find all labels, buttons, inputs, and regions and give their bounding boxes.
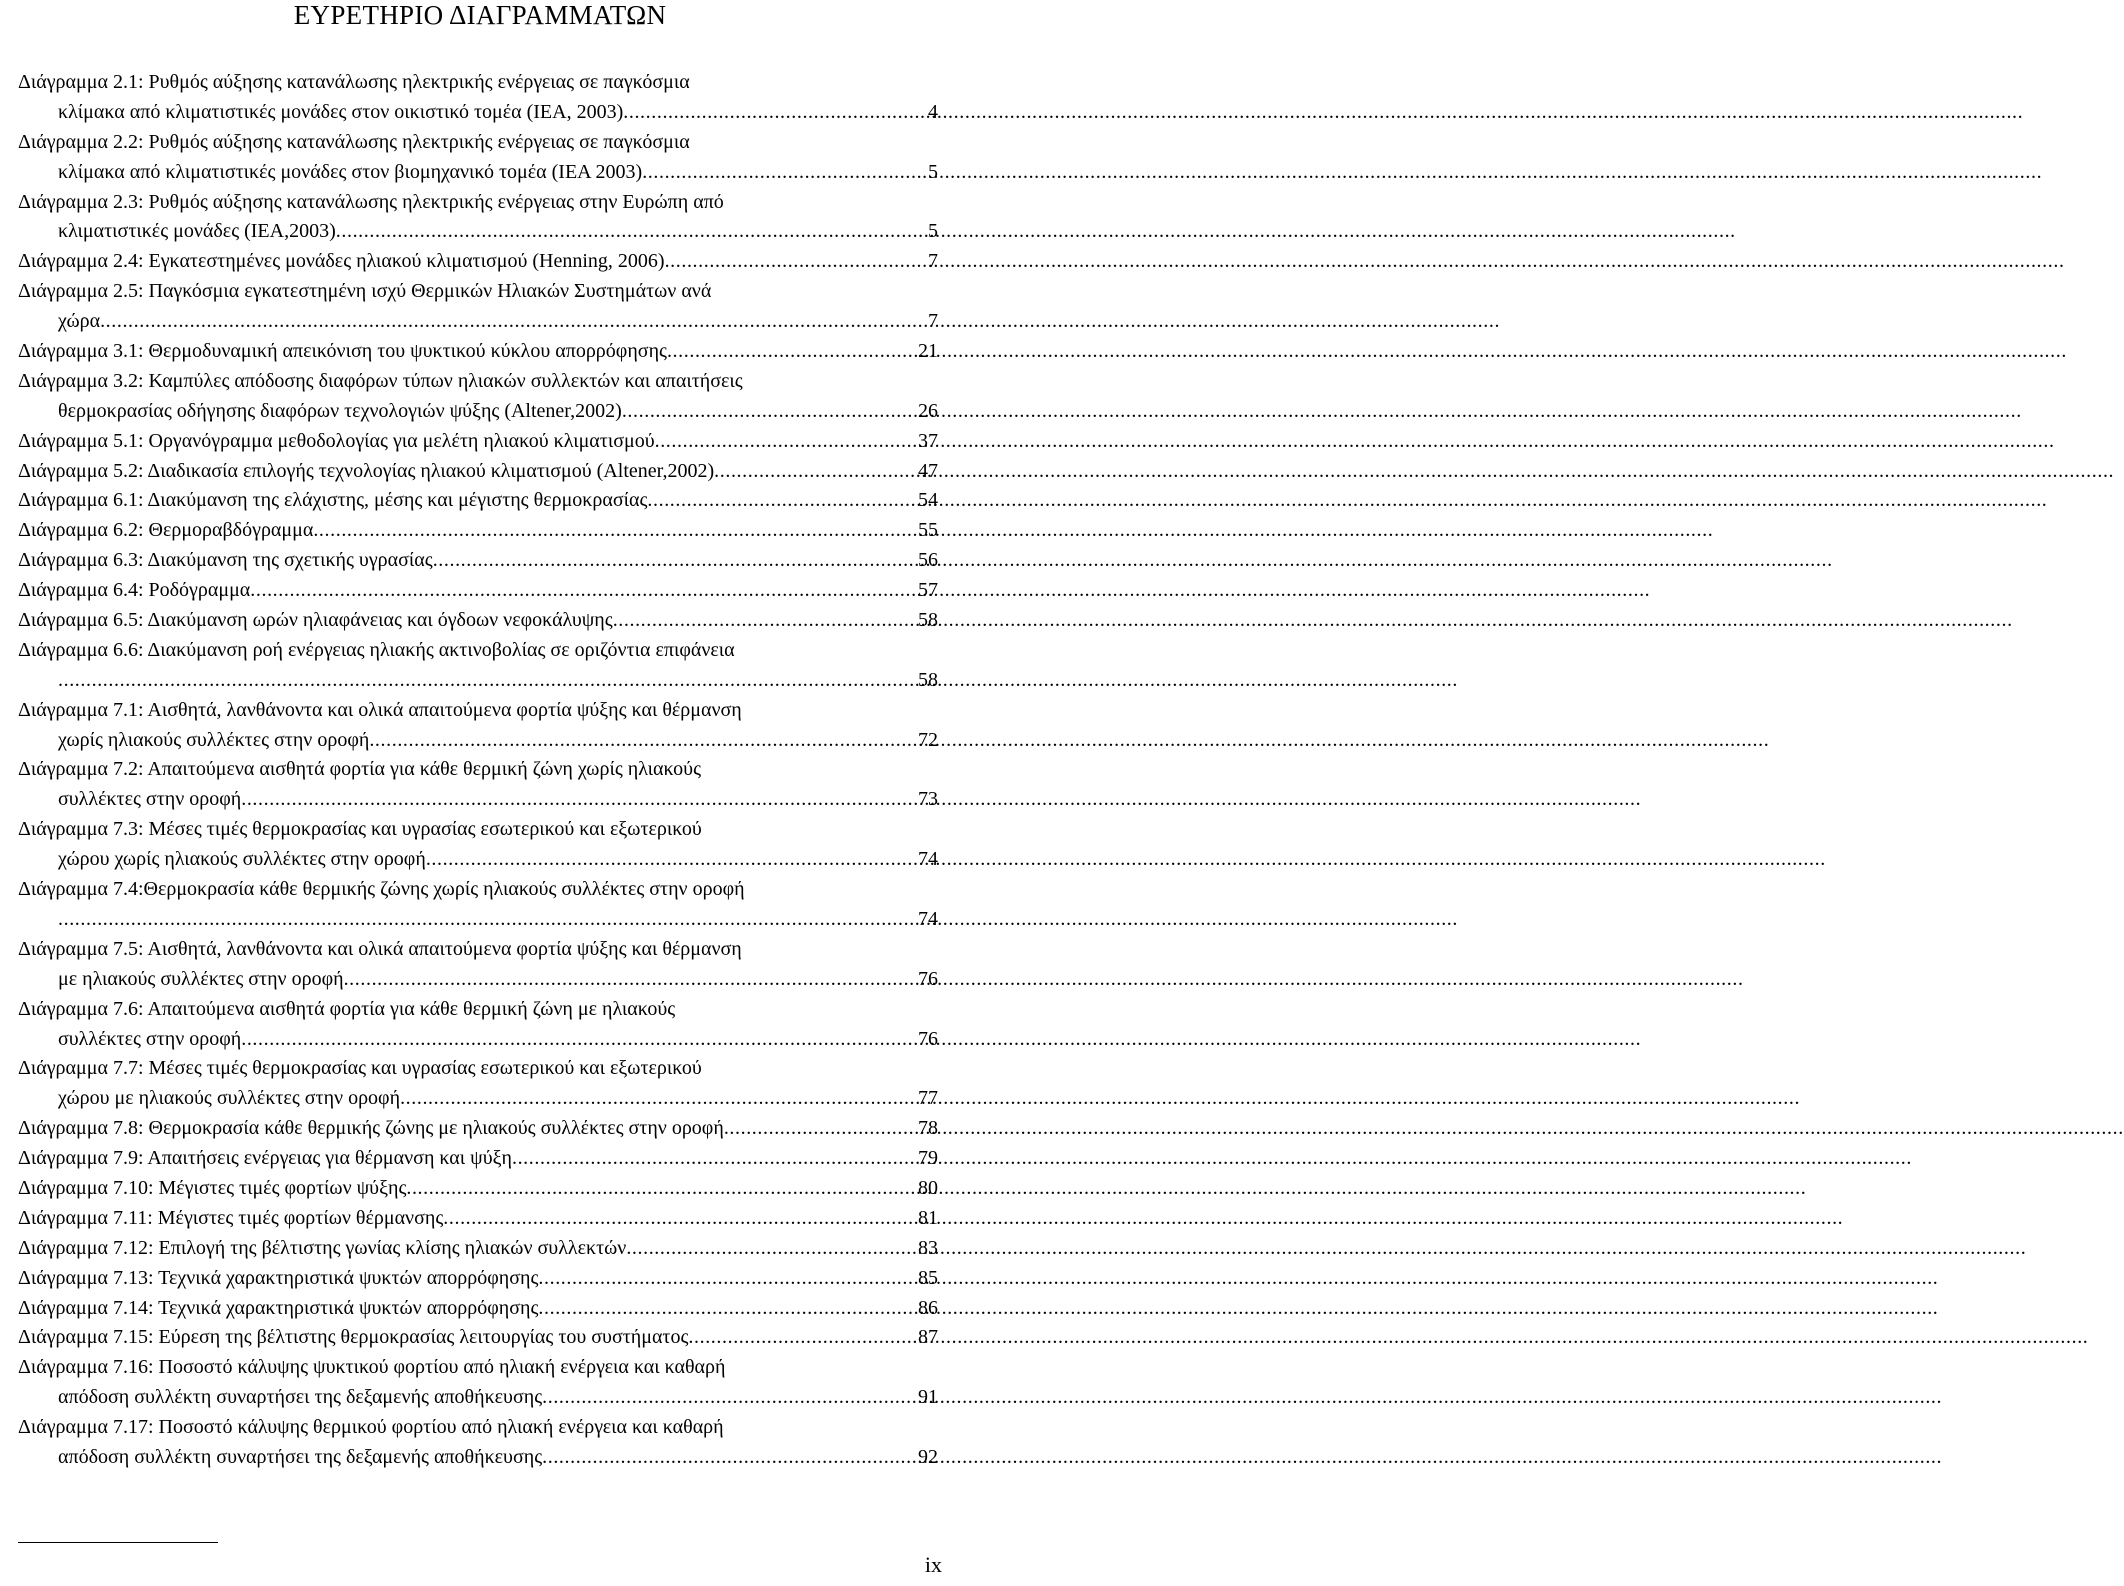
toc-entry-text: Διάγραμμα 7.2: Απαιτούμενα αισθητά φορτία για κάθε θερμική ζώνη χωρίς ηλιακούς [18,758,701,781]
toc-entry-continuation-line [18,158,938,188]
toc-entry-text: Διάγραμμα 7.5: Αισθητά, λανθάνοντα και ολικά απαιτούμενα φορτία ψύξης και θέρμανση [18,937,742,960]
toc-entry-first-line [18,606,938,636]
toc-entry[interactable] [18,337,938,367]
toc-entry[interactable] [18,576,938,606]
toc-entry-text: Διάγραμμα 2.5: Παγκόσμια εγκατεστημένη ισχύ Θερμικών Ηλιακών Συστημάτων ανά [18,280,712,303]
toc-entry-page-number: 79 [918,1147,938,1170]
toc-entry-first-line [18,1174,938,1204]
toc-entry-text: χώρα [58,310,101,333]
toc-entry-text: Διάγραμμα 7.13: Τεχνικά χαρακτηριστικά ψυκτών απορρόφησης [18,1266,539,1289]
toc-entry-page-number: 76 [918,1027,938,1050]
toc-entry-text: Διάγραμμα 6.2: Θερμοραβδόγραμμα [18,519,314,542]
toc-entry-page-number: 74 [918,907,938,930]
toc-entry-text: απόδοση συλλέκτη συναρτήσει της δεξαμενής αποθήκευσης [58,1386,543,1409]
toc-entry-continuation-line [18,845,938,875]
toc-entry-text: Διάγραμμα 7.3: Μέσες τιμές θερμοκρασίας και υγρασίας εσωτερικού και εξωτερικού [18,818,702,841]
toc-entry-first-line [18,1204,938,1234]
toc-entry-page-number: 91 [918,1386,938,1409]
toc-entry[interactable] [18,935,938,995]
toc-entry-page-number: 77 [918,1087,938,1110]
toc-entry-text: Διάγραμμα 7.11: Μέγιστες τιμές φορτίων θέρμανσης [18,1206,444,1229]
toc-entry-first-line [18,277,938,307]
toc-entry-page-number: 78 [918,1117,938,1140]
toc-entry-first-line [18,935,938,965]
toc-entry-page-number: 26 [918,399,938,422]
toc-entry-text: συλλέκτες στην οροφή [58,1027,242,1050]
toc-entry[interactable] [18,367,938,427]
toc-entry-text: Διάγραμμα 7.9: Απαιτήσεις ενέργειας για θέρμανση και ψύξη [18,1147,512,1170]
toc-entry-text: Διάγραμμα 7.16: Ποσοστό κάλυψης ψυκτικού φορτίου από ηλιακή ενέργεια και καθαρή [18,1356,726,1379]
toc-entry-first-line [18,875,938,905]
toc-entry[interactable] [18,1174,938,1204]
toc-entry[interactable] [18,1234,938,1264]
toc-entry-text: Διάγραμμα 7.15: Εύρεση της βέλτιστης θερμοκρασίας λειτουργίας του συστήματος [18,1326,689,1349]
toc-entry-continuation-line [18,1025,938,1055]
toc-entry-page-number: 58 [918,668,938,691]
toc-entry-text: Διάγραμμα 7.7: Μέσες τιμές θερμοκρασίας και υγρασίας εσωτερικού και εξωτερικού [18,1057,702,1080]
toc-entry-first-line [18,1294,938,1324]
toc-entry-first-line [18,247,938,277]
toc-entry[interactable] [18,188,938,248]
toc-entry[interactable] [18,1054,938,1114]
toc-entry-text: χωρίς ηλιακούς συλλέκτες στην οροφή [58,728,370,751]
toc-entry[interactable] [18,1323,938,1353]
toc-entry-text: Διάγραμμα 3.2: Καμπύλες απόδοσης διαφόρων τύπων ηλιακών συλλεκτών και απαιτήσεις [18,369,743,392]
toc-entry-text: Διάγραμμα 7.1: Αισθητά, λανθάνοντα και ολικά απαιτούμενα φορτία ψύξης και θέρμανση [18,698,742,721]
dot-leader [313,516,916,546]
dot-leader [344,965,916,995]
toc-entry-text: Διάγραμμα 2.1: Ρυθμός αύξησης κατανάλωσης ηλεκτρικής ενέργειας σε παγκόσμια [18,71,690,93]
toc-entry[interactable] [18,1114,938,1144]
toc-entry-page-number: 5 [928,220,938,243]
toc-entry-text: Διάγραμμα 7.10: Μέγιστες τιμές φορτίων ψύξης [18,1176,407,1199]
toc-entry-text: Διάγραμμα 6.6: Διακύμανση ροή ενέργειας ηλιακής ακτινοβολίας σε οριζόντια επιφάνεια [18,638,735,661]
dot-leader [623,98,926,128]
toc-entry-page-number: 76 [918,967,938,990]
toc-entry-continuation-line [18,905,938,935]
dot-leader [688,1323,916,1353]
dot-leader [542,1443,916,1473]
toc-entry[interactable] [18,546,938,576]
dot-leader [667,337,916,367]
toc-entry-continuation-line [18,217,938,247]
toc-entry-continuation-line [18,965,938,995]
toc-entry-page-number: 74 [918,848,938,871]
toc-entry-continuation-line [18,666,938,696]
dot-leader [100,307,926,337]
dot-leader [665,247,926,277]
toc-entry-text: Διάγραμμα 5.1: Οργανόγραμμα μεθοδολογίας για μελέτη ηλιακού κλιματισμού [18,429,655,452]
toc-entry[interactable] [18,457,938,487]
toc-entry-first-line [18,1234,938,1264]
toc-entry-page-number: 56 [918,549,938,572]
toc-entry-continuation-line [18,307,938,337]
toc-entry-page-number: 86 [918,1296,938,1319]
toc-entry-text: Διάγραμμα 6.5: Διακύμανση ωρών ηλιαφάνειας και όγδοων νεφοκάλυψης [18,609,613,632]
toc-entry[interactable] [18,516,938,546]
toc-entry-text: απόδοση συλλέκτη συναρτήσει της δεξαμενής αποθήκευσης [58,1445,543,1468]
toc-entry-text: Διάγραμμα 5.2: Διαδικασία επιλογής τεχνολογίας ηλιακού κλιματισμού (Altener,2002) [18,459,715,482]
dot-leader [655,427,916,457]
toc-entry[interactable] [18,1294,938,1324]
dot-leader [369,726,916,756]
dot-leader [241,1025,916,1055]
dot-leader [426,845,916,875]
dot-leader [433,546,916,576]
toc-entry[interactable] [18,277,938,337]
toc-entry[interactable] [18,128,938,188]
toc-entry-first-line [18,815,938,845]
toc-entry-text: κλίμακα από κλιματιστικές μονάδες στον βιομηχανικό τομέα (IEA 2003) [58,160,643,183]
toc-entry-first-line [18,457,938,487]
toc-entry-first-line [18,546,938,576]
toc-entry[interactable] [18,247,938,277]
dot-leader [58,666,916,696]
toc-entry-page-number: 92 [918,1445,938,1468]
toc-entry[interactable] [18,696,938,756]
toc-entry-text: Διάγραμμα 7.4:Θερμοκρασία κάθε θερμικής ζώνης χωρίς ηλιακούς συλλέκτες στην οροφή [18,878,745,901]
dot-leader [538,1264,916,1294]
page-title: ΕΥΡΕΤΗΡΙΟ ΔΙΑΓΡΑΜΜΑΤΩΝ [293,0,667,30]
toc-entry-continuation-line [18,98,938,128]
toc-entry-text: Διάγραμμα 3.1: Θερμοδυναμική απεικόνιση του ψυκτικού κύκλου απορρόφησης [18,340,667,363]
dot-leader [622,397,916,427]
toc-entry-first-line [18,1353,938,1383]
toc-entry-text: κλιματιστικές μονάδες (IEA,2003) [58,220,336,243]
toc-entry[interactable] [18,68,938,128]
toc-entry-continuation-line [18,726,938,756]
toc-entry-first-line [18,1264,938,1294]
toc-entry-first-line [18,696,938,726]
toc-entry-page-number: 5 [928,160,938,183]
toc-entry-page-number: 87 [918,1326,938,1349]
toc-entry-page-number: 80 [918,1176,938,1199]
toc-entry-first-line [18,1114,938,1144]
toc-entry-first-line [18,188,938,218]
toc-entry[interactable] [18,1264,938,1294]
toc-entry-text: Διάγραμμα 7.17: Ποσοστό κάλυψης θερμικού φορτίου από ηλιακή ενέργεια και καθαρή [18,1416,724,1439]
toc-entry-first-line [18,576,938,606]
toc-entry[interactable] [18,1353,938,1413]
toc-entry-page-number: 57 [918,579,938,602]
toc-entry-text: Διάγραμμα 6.1: Διακύμανση της ελάχιστης, μέσης και μέγιστης θερμοκρασίας [18,489,648,512]
toc-entry-page-number: 4 [928,100,938,123]
toc-entry[interactable] [18,636,938,696]
toc-entry-page-number: 73 [918,788,938,811]
toc-entry-text: Διάγραμμα 7.14: Τεχνικά χαρακτηριστικά ψυκτών απορρόφησης [18,1296,539,1319]
dot-leader [542,1383,916,1413]
toc-entry[interactable] [18,1204,938,1234]
toc-entry-continuation-line [18,1443,938,1473]
toc-entry-text: χώρου με ηλιακούς συλλέκτες στην οροφή [58,1087,401,1110]
toc-entry-text: Διάγραμμα 7.6: Απαιτούμενα αισθητά φορτία για κάθε θερμική ζώνη με ηλιακούς [18,997,676,1020]
toc-entry[interactable] [18,995,938,1055]
toc-entry[interactable] [18,427,938,457]
toc-entry-text: θερμοκρασίας οδήγησης διαφόρων τεχνολογιών ψύξης (Altener,2002) [58,399,622,422]
toc-entry-continuation-line [18,1383,938,1413]
dot-leader [613,606,916,636]
toc-entry-text: κλίμακα από κλιματιστικές μονάδες στον οικιστικό τομέα (IEA, 2003) [58,100,624,123]
dot-leader [336,217,926,247]
toc-entry-page-number: 81 [918,1206,938,1229]
toc-entry-first-line [18,337,938,367]
dot-leader [538,1294,916,1324]
dot-leader [400,1084,916,1114]
toc-entry-text: με ηλιακούς συλλέκτες στην οροφή [58,967,344,990]
toc-entry-text: συλλέκτες στην οροφή [58,788,242,811]
toc-entry-first-line [18,128,938,158]
toc-entry-first-line [18,1144,938,1174]
toc-entry-page-number: 54 [918,489,938,512]
toc-entry-page-number: 21 [918,340,938,363]
toc-entry-first-line [18,755,938,785]
dot-leader [58,905,916,935]
dot-leader [724,1114,916,1144]
toc-entry-page-number: 58 [918,609,938,632]
toc-entry[interactable] [18,815,938,875]
footer-divider [18,1542,218,1543]
toc-entry-page-number: 47 [918,459,938,482]
toc-entry-text: Διάγραμμα 2.4: Εγκατεστημένες μονάδες ηλιακού κλιματισμού (Henning, 2006) [18,250,665,273]
toc-entry-text: Διάγραμμα 2.2: Ρυθμός αύξησης κατανάλωσης ηλεκτρικής ενέργειας σε παγκόσμια [18,130,690,153]
toc-entry-first-line [18,427,938,457]
toc-entry-first-line [18,486,938,516]
toc-entry-continuation-line [18,785,938,815]
toc-entry-first-line [18,1323,938,1353]
toc-entry-first-line [18,995,938,1025]
dot-leader [626,1234,916,1264]
toc-entry-page-number: 85 [918,1266,938,1289]
toc-entry-text: χώρου χωρίς ηλιακούς συλλέκτες στην οροφή [58,848,426,871]
dot-leader [406,1174,916,1204]
toc-entry-page-number: 55 [918,519,938,542]
toc-entry-page-number: 7 [928,310,938,333]
toc-entry[interactable] [18,755,938,815]
toc-entry-page-number: 83 [918,1236,938,1259]
toc-entry-text: Διάγραμμα 2.3: Ρυθμός αύξησης κατανάλωσης ηλεκτρικής ενέργειας στην Ευρώπη από [18,190,724,213]
toc-entry-first-line [18,636,938,666]
toc-entry-continuation-line [18,397,938,427]
toc-entry-text: Διάγραμμα 7.12: Επιλογή της βέλτιστης γωνίας κλίσης ηλιακών συλλεκτών [18,1236,627,1259]
toc-entry[interactable] [18,606,938,636]
toc-entry-page-number: 7 [928,250,938,273]
toc-entry[interactable] [18,1144,938,1174]
dot-leader [647,486,916,516]
dot-leader [443,1204,916,1234]
toc-entry-first-line [18,1054,938,1084]
dot-leader [714,457,916,487]
page-number: ix [924,1552,942,1577]
dot-leader [241,785,916,815]
toc-entry-first-line [18,68,938,98]
toc-entry-first-line [18,1413,938,1443]
toc-entry-text: Διάγραμμα 6.3: Διακύμανση της σχετικής υγρασίας [18,549,433,572]
toc-entry-page-number: 72 [918,728,938,751]
table-of-figures [18,68,938,1473]
toc-entry[interactable] [18,1413,938,1473]
dot-leader [642,158,926,188]
toc-entry-page-number: 37 [918,429,938,452]
toc-entry-text: Διάγραμμα 6.4: Ροδόγραμμα [18,579,251,602]
toc-entry[interactable] [18,486,938,516]
dot-leader [512,1144,916,1174]
toc-entry-continuation-line [18,1084,938,1114]
toc-entry-first-line [18,367,938,397]
dot-leader [250,576,916,606]
toc-entry-first-line [18,516,938,546]
toc-entry-text: Διάγραμμα 7.8: Θερμοκρασία κάθε θερμικής ζώνης με ηλιακούς συλλέκτες στην οροφή [18,1117,724,1140]
toc-entry[interactable] [18,875,938,935]
